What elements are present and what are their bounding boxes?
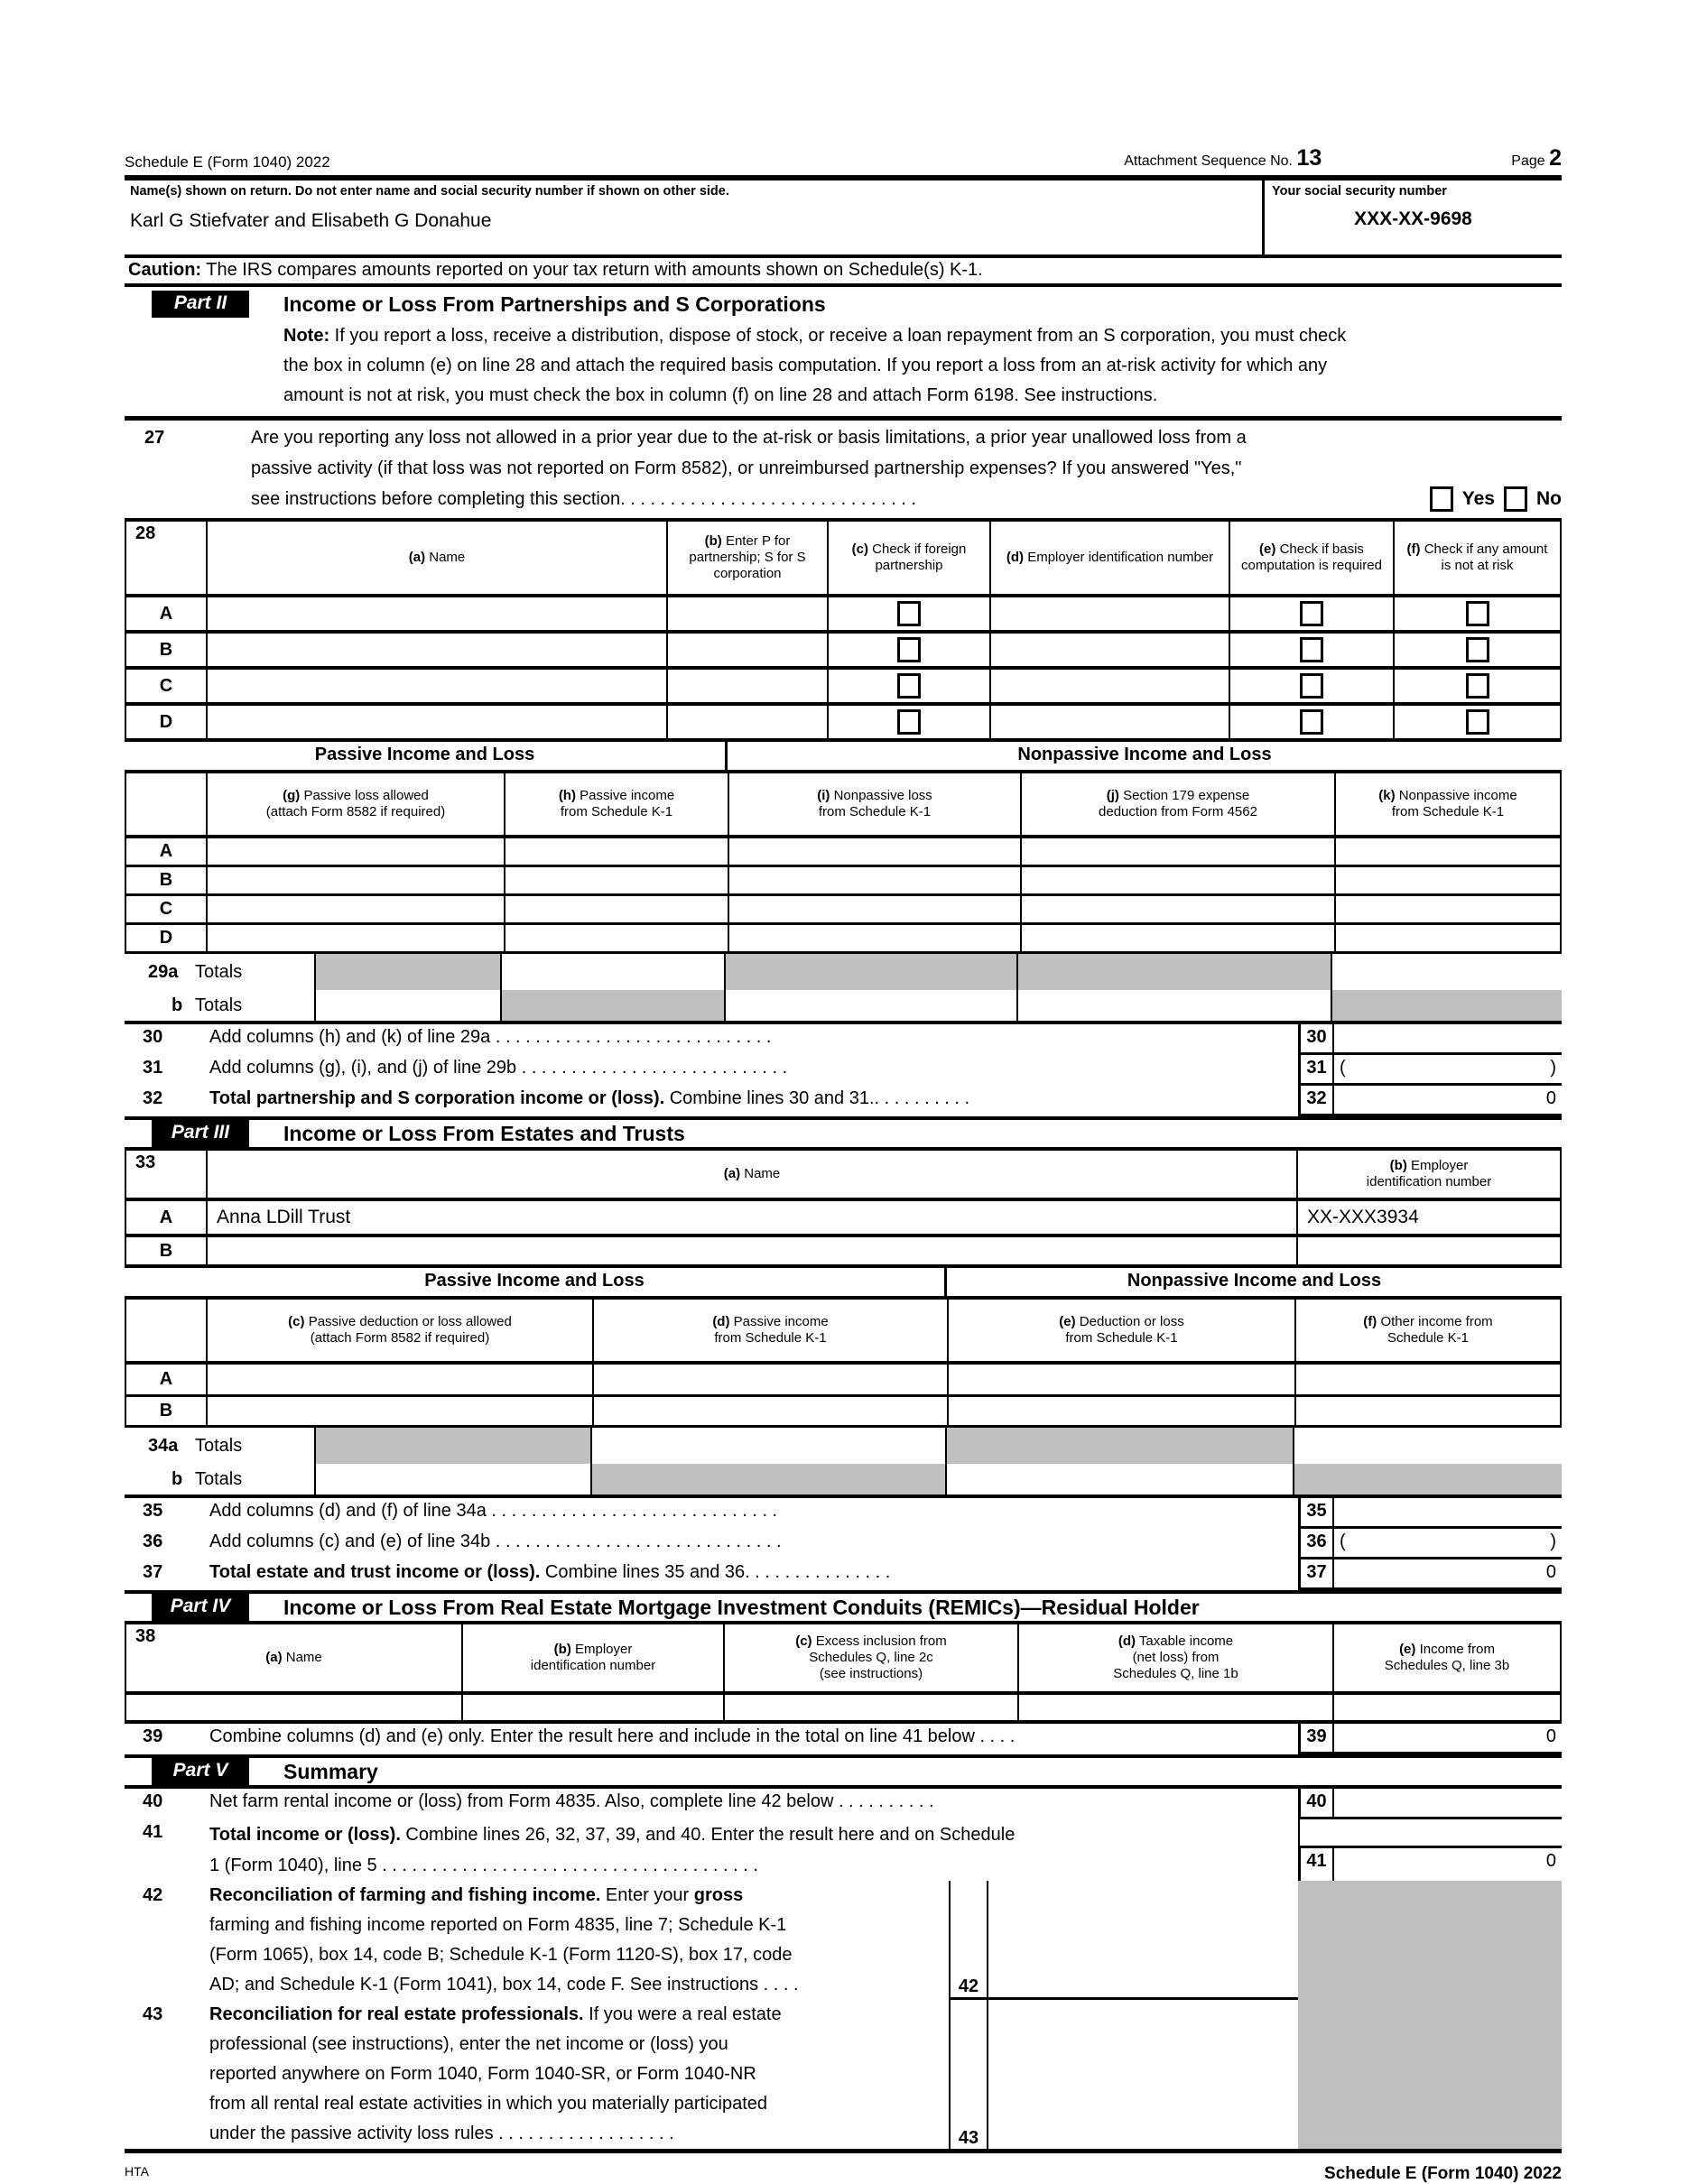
col-header-k: (k) Nonpassive income from Schedule K-1 [1378,788,1517,819]
part5-title: Summary [283,1759,378,1783]
yes-label: Yes [1461,488,1495,509]
nonpassive-title: Nonpassive Income and Loss [1127,1271,1382,1291]
col-header-g: (g) Passive loss allowed (attach Form 8582 if required) [208,773,505,835]
basis-computation-checkbox[interactable] [1300,637,1323,662]
totals-shaded-cell [314,1428,592,1464]
trust-name[interactable] [208,1237,1298,1264]
totals-entry[interactable] [726,990,1018,1021]
not-at-risk-checkbox[interactable] [1466,601,1489,626]
amount-entry[interactable] [505,896,729,922]
attachment-sequence: Attachment Sequence No. 13 [1124,145,1322,171]
page-number: Page 2 [1511,145,1562,171]
amount-entry[interactable] [1336,838,1560,865]
basis-computation-checkbox[interactable] [1300,709,1323,735]
basis-computation-checkbox[interactable] [1300,673,1323,699]
amount-entry[interactable] [949,1397,1296,1425]
totals-entry[interactable] [502,954,726,990]
line-32-amount[interactable]: 0 [1334,1086,1562,1116]
col-header-b-type: (b) Enter P for partnership; S for S corporation [668,522,829,594]
line-34a-totals: 34a Totals [125,1428,1562,1464]
part5-bar [125,1754,1562,1789]
col-header-e: (e) Income from Schedules Q, line 3b [1384,1642,1510,1673]
line-42-box: 42 [951,1881,987,2000]
totals-shaded-cell [314,954,502,990]
no-label: No [1536,488,1562,509]
line-39-box: 39 [1298,1724,1334,1754]
line-27-number: 27 [144,428,165,448]
col-header-c: (c) Excess inclusion from Schedules Q, line 2c (see instructions) [725,1624,1019,1691]
totals-shaded-cell [947,1428,1294,1464]
amount-entry[interactable] [729,838,1022,865]
part2-pnl-row-B: B [126,867,1560,896]
table-33-row-B: B [126,1237,1560,1268]
col-header-c-foreign: (c) Check if foreign partnership [829,522,991,594]
line-35-amount[interactable] [1334,1498,1562,1529]
amount-entry[interactable] [594,1397,949,1425]
amount-entry[interactable] [1022,925,1336,951]
col-header-b: (b) Employer identification number [463,1624,725,1691]
trust-ein[interactable] [1298,1237,1560,1264]
passive-title: Passive Income and Loss [125,742,728,770]
line-41: 41 Total income or (loss). Combine lines 26, 32, 37, 39, and 40. Enter the result here and on Schedule 1 (Form 1040), line 5 . . . . . . . . . . . . . . . . . . . . . . . . . . . . . . . . . . . . . . 41 0 [125,1819,1562,1881]
amount-entry[interactable] [1336,925,1560,951]
line-27: 27 Are you reporting any loss not allowed in a prior year due to the at-risk or basis limitations, a prior year unallowed loss from a passive activity (if that loss was not reported on Form 8582), or unreimbursed partnership expenses? If you answered "Yes," see instructions before completing this section. . . . . . . . . . . . . . . . . . . . . . . . . . . . . . Yes No [125,421,1562,518]
type-entry[interactable] [668,670,829,702]
passive-title: Passive Income and Loss [125,1268,947,1296]
line-30: 30 Add columns (h) and (k) of line 29a . . . . . . . . . . . . . . . . . . . . . . . . . . . . 30 [125,1024,1562,1055]
table-38-row [126,1695,1560,1724]
line-27-yes-checkbox[interactable] [1430,486,1453,512]
line-36: 36 Add columns (c) and (e) of line 34b . . . . . . . . . . . . . . . . . . . . . . . . . . . . . 36 ( ) [125,1529,1562,1559]
line-42-text: 42 Reconciliation of farming and fishing income. Enter your gross farming and fishing income reported on Form 4835, line 7; Schedule K-1 (Form 1065), box 14, code B; Schedule K-1 (Form 1120-S), box 17, code AD; and Schedule K-1 (Form 1041), box 14, code F. See instructions . . . . [143,1885,799,1994]
col-header-e: (e) Deduction or loss from Schedule K-1 [949,1300,1296,1361]
amount-entry[interactable] [1296,1365,1560,1394]
line-39-amount[interactable]: 0 [1334,1724,1562,1754]
amount-entry[interactable] [1296,1397,1560,1425]
totals-entry[interactable] [1332,954,1562,990]
table-28-row-B [126,634,1560,670]
part2-note: Note: If you report a loss, receive a distribution, dispose of stock, or receive a loan repayment from an S corporation, you must check the box in column (e) on line 28 and attach the required basis computation. If you report a loss from an at-risk activity for which any amount is not at risk, you must check the box in column (f) on line 28 and attach Form 6198. See instructions. [283,326,1347,405]
line-39: 39 Combine columns (d) and (e) only. Enter the result here and include in the total on line 41 below . . . . 39 0 [125,1724,1562,1754]
line-30-box: 30 [1298,1024,1334,1055]
basis-computation-checkbox[interactable] [1300,601,1323,626]
row-label: A [126,597,208,630]
col-header-f-atrisk: (f) Check if any amount is not at risk [1406,541,1548,573]
amount-entry[interactable] [208,1365,594,1394]
table-33-row-A: A Anna LDill Trust XX-XXX3934 [126,1201,1560,1237]
part3-pnl-row-A: A [126,1365,1560,1397]
line-41-amount[interactable]: 0 [1545,1851,1556,1871]
line-37-box: 37 [1298,1559,1334,1590]
form-body [125,144,1562,2184]
hta-mark: HTA [125,2164,149,2179]
line-37-amount[interactable]: 0 [1334,1559,1562,1590]
line-35: 35 Add columns (d) and (f) of line 34a . . . . . . . . . . . . . . . . . . . . . . . . . . . . . 35 [125,1498,1562,1529]
col-header-f: (f) Other income from Schedule K-1 [1363,1314,1493,1346]
line-43-amount[interactable] [988,2000,1298,2149]
type-entry[interactable] [668,597,829,630]
totals-shaded-cell [502,990,726,1021]
amount-entry[interactable] [505,867,729,893]
caution-line: Caution: The IRS compares amounts reported on your tax return with amounts shown on Schedule(s) K-1. [125,258,1562,287]
amount-entry[interactable] [208,1397,594,1425]
part2-title: Income or Loss From Partnerships and S Corporations [283,292,826,316]
ein-entry[interactable] [991,597,1230,630]
ein-entry[interactable] [991,634,1230,666]
totals-shaded-cell [1018,954,1332,990]
not-at-risk-checkbox[interactable] [1466,709,1489,735]
form-id: Schedule E (Form 1040) 2022 [125,153,330,171]
line-31-box: 31 [1298,1055,1334,1086]
part3-income-band [125,1268,1562,1300]
col-header-a-name: (a) Name [208,522,668,594]
table-28-row-C [126,670,1560,706]
totals-entry[interactable] [1294,1428,1562,1464]
amount-entry[interactable] [594,1365,949,1394]
col-header-h: (h) Passive income from Schedule K-1 [505,773,729,835]
amount-entry[interactable] [208,867,505,893]
ein-entry[interactable] [991,706,1230,738]
table-33-header [126,1151,1560,1201]
name-ssn-row [125,180,1562,258]
part3-pnl-row-B: B [126,1397,1560,1428]
line-43-box: 43 [958,2128,979,2148]
name-entry[interactable] [208,670,668,702]
amount-entry[interactable] [208,925,505,951]
part4-label: Part IV [152,1594,249,1621]
line-29a-totals: 29a Totals [125,954,1562,990]
line-31-amount[interactable]: ( ) [1334,1055,1562,1086]
part5-label: Part V [152,1758,249,1785]
amount-entry[interactable] [208,838,505,865]
name-field[interactable] [125,180,1262,254]
part3-pnl-header [126,1300,1560,1365]
col-header-d: (d) Passive income from Schedule K-1 [594,1300,949,1361]
part2-pnl-table [125,773,1562,954]
totals-shaded-cell [1294,1464,1562,1495]
table-33 [125,1151,1562,1268]
col-header-d-ein: (d) Employer identification number [991,522,1230,594]
type-entry[interactable] [668,634,829,666]
part2-pnl-row-A: A [126,838,1560,867]
totals-shaded-cell [726,954,1018,990]
amount-entry[interactable] [1022,867,1336,893]
line-30-amount[interactable] [1334,1024,1562,1055]
amount-entry[interactable] [505,838,729,865]
table-38 [125,1624,1562,1724]
line-29b-totals: b Totals [125,990,1562,1024]
line-33-number: 33 [126,1151,208,1198]
line-31: 31 Add columns (g), (i), and (j) of line 29b . . . . . . . . . . . . . . . . . . . . . . . . . . . 31 ( ) [125,1055,1562,1086]
type-entry[interactable] [668,706,829,738]
part2-label: Part II [152,291,249,318]
part2-pnl-row-C: C [126,896,1560,925]
totals-shaded-cell [592,1464,947,1495]
not-at-risk-checkbox[interactable] [1466,673,1489,699]
ein-entry[interactable] [463,1695,725,1720]
ssn-field[interactable] [1262,180,1562,254]
line-40: 40 Net farm rental income or (loss) from Form 4835. Also, complete line 42 below . . . . . . . . . . 40 [125,1789,1562,1819]
totals-entry[interactable] [1018,990,1332,1021]
col-header-a-name: (a) Name [208,1151,1298,1198]
amount-entry[interactable] [729,925,1022,951]
line-36-amount[interactable]: ( ) [1334,1529,1562,1559]
line-38-number: 38 [135,1626,156,1646]
part3-title: Income or Loss From Estates and Trusts [283,1121,685,1145]
amount-entry[interactable] [208,896,505,922]
taxpayer-name: Karl G Stiefvater and Elisabeth G Donahue [130,210,492,231]
reconciliation-block [125,1881,1562,2153]
row-label: D [126,706,208,738]
col-header-c: (c) Passive deduction or loss allowed (attach Form 8582 if required) [208,1300,594,1361]
amount-entry[interactable] [1022,838,1336,865]
row-label: C [126,670,208,702]
amount-entry[interactable] [1336,867,1560,893]
amount-entry[interactable] [729,896,1022,922]
line-32-box: 32 [1298,1086,1334,1116]
nonpassive-title: Nonpassive Income and Loss [1017,745,1272,764]
line-41-upper-cell[interactable] [1298,1819,1562,1848]
col-header-j: (j) Section 179 expense deduction from Form 4562 [1022,773,1336,835]
amount-entry[interactable] [1019,1695,1334,1720]
part3-label: Part III [152,1120,249,1147]
line-36-box: 36 [1298,1529,1334,1559]
amount-entry[interactable] [1022,896,1336,922]
amount-entry[interactable] [949,1365,1296,1394]
col-header-i: (i) Nonpassive loss from Schedule K-1 [729,773,1022,835]
amount-entry[interactable] [1336,896,1560,922]
totals-entry[interactable] [314,990,502,1021]
row-label: B [126,634,208,666]
totals-entry[interactable] [314,1464,592,1495]
foreign-partnership-checkbox[interactable] [897,637,921,662]
line-27-no-checkbox[interactable] [1504,486,1527,512]
part2-pnl-header [126,773,1560,838]
line-32: 32 Total partnership and S corporation income or (loss). Combine lines 30 and 31.. . . . . . . . . . 32 0 [125,1086,1562,1116]
col-header-a: (a) Name [126,1624,463,1691]
part3-pnl-table [125,1300,1562,1428]
amount-entry[interactable] [505,925,729,951]
line-41-box: 41 [1298,1848,1334,1881]
part2-income-band [125,742,1562,773]
line-37: 37 Total estate and trust income or (loss). Combine lines 35 and 36. . . . . . . . . . . . . . . 37 0 [125,1559,1562,1590]
totals-entry[interactable] [947,1464,1294,1495]
table-28-row-D [126,706,1560,742]
table-38-header [126,1624,1560,1695]
part2-pnl-row-D: D [126,925,1560,954]
not-at-risk-checkbox[interactable] [1466,637,1489,662]
line-34b-totals: b Totals [125,1464,1562,1498]
page-footer [125,2153,1562,2184]
name-label: Name(s) shown on return. Do not enter name and social security number if shown on other side. [130,184,729,199]
amount-entry[interactable] [1334,1695,1560,1720]
col-header-d: (d) Taxable income (net loss) from Schedules Q, line 1b [1019,1624,1334,1691]
amount-entry[interactable] [725,1695,1019,1720]
ssn-value: XXX-XX-9698 [1354,208,1472,229]
table-28 [125,518,1562,742]
totals-entry[interactable] [592,1428,947,1464]
foreign-partnership-checkbox[interactable] [897,601,921,626]
ssn-label: Your social security number [1272,184,1447,199]
trust-ein[interactable]: XX-XXX3934 [1307,1207,1419,1227]
part2-bar [125,287,1562,321]
line-40-amount[interactable] [1334,1789,1562,1819]
part4-title: Income or Loss From Real Estate Mortgage Investment Conduits (REMICs)—Residual Holder [283,1595,1200,1619]
name-entry[interactable] [208,706,668,738]
line-28-number: 28 [126,522,208,594]
amount-entry[interactable] [729,867,1022,893]
footer-form-id: Schedule E (Form 1040) 2022 [1324,2164,1562,2183]
line-40-box: 40 [1298,1789,1334,1819]
table-28-header [126,522,1560,597]
foreign-partnership-checkbox[interactable] [897,709,921,735]
table-28-row-A [126,597,1560,634]
page-header [125,144,1562,175]
shaded-area [1298,1881,1562,2149]
line-35-box: 35 [1298,1498,1334,1529]
name-entry[interactable] [208,634,668,666]
ein-entry[interactable] [991,670,1230,702]
line-43-text: 43 Reconciliation for real estate professionals. If you were a real estate professional (see instructions), enter the net income or (loss) you reported anywhere on Form 1040, Form 1040-SR, or Form 1040-NR from all rental real estate activities in which you materially participated under the passive activity loss rules . . . . . . . . . . . . . . . . . . [143,2004,782,2143]
part3-bar [125,1116,1562,1151]
col-header-b-ein: (b) Employer identification number [1366,1158,1492,1189]
line-42-amount[interactable] [988,1881,1298,2000]
part4-bar [125,1590,1562,1624]
trust-name[interactable]: Anna LDill Trust [208,1201,1298,1234]
foreign-partnership-checkbox[interactable] [897,673,921,699]
attachment-number: 13 [1296,145,1322,171]
name-entry[interactable] [208,597,668,630]
name-entry[interactable] [126,1695,463,1720]
totals-shaded-cell [1332,990,1562,1021]
col-header-e-basis: (e) Check if basis computation is required [1230,522,1395,594]
